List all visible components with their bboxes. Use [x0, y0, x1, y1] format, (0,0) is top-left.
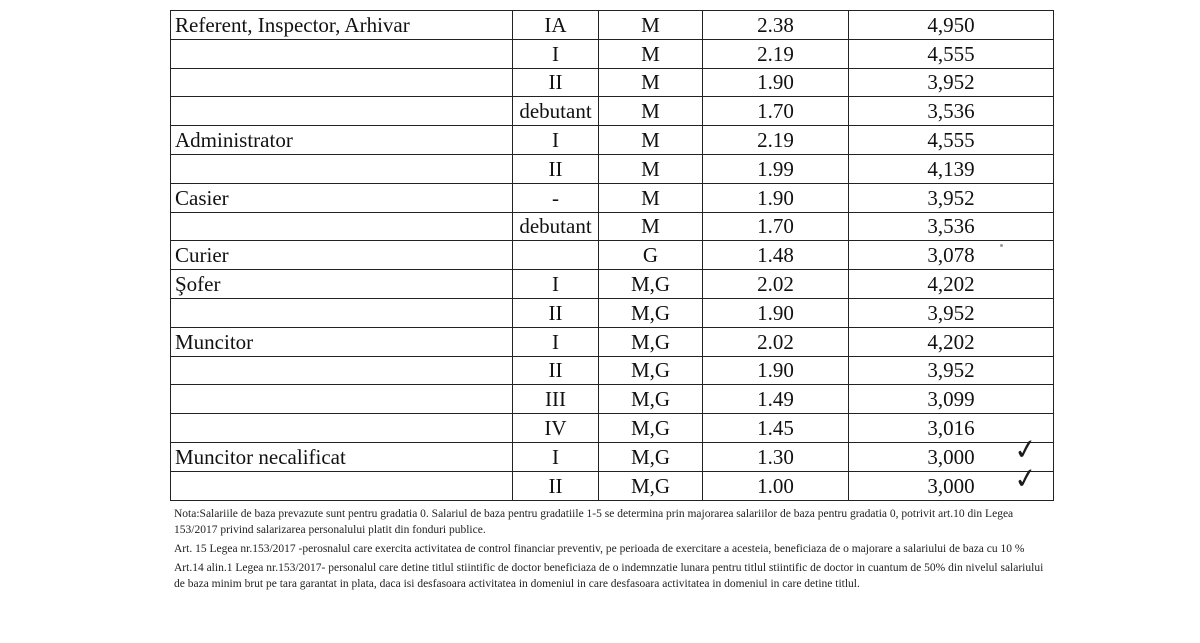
job-title-cell: [171, 241, 513, 270]
study-level-cell: [599, 442, 703, 471]
study-level-text: M: [641, 214, 660, 239]
table-row: [171, 385, 1054, 414]
base-salary-text: 3,000: [927, 473, 975, 498]
study-level-cell: [599, 68, 703, 97]
study-level-cell: [599, 126, 703, 155]
table-row: [171, 212, 1054, 241]
study-level-text: M: [641, 185, 660, 210]
grade-cell: [513, 68, 599, 97]
base-salary-cell: [849, 68, 1054, 97]
coefficient-text: 1.90: [757, 70, 794, 95]
table-row: [171, 11, 1054, 40]
table-row: [171, 442, 1054, 471]
study-level-text: G: [642, 243, 659, 268]
job-title-cell: [171, 356, 513, 385]
grade-cell: [513, 241, 599, 270]
coefficient-cell: [703, 241, 849, 270]
grade-cell: [513, 97, 599, 126]
coefficient-cell: [703, 414, 849, 443]
study-level-text: M,G: [630, 300, 671, 325]
coefficient-cell: [703, 11, 849, 40]
coefficient-cell: [703, 270, 849, 299]
base-salary-text: 3,952: [927, 70, 975, 95]
study-level-text: M,G: [630, 387, 671, 412]
base-salary-text: 3,952: [927, 358, 975, 383]
table-row: [171, 154, 1054, 183]
coefficient-cell: [703, 442, 849, 471]
coefficient-cell: [703, 183, 849, 212]
coefficient-cell: [703, 212, 849, 241]
coefficient-cell: [703, 356, 849, 385]
study-level-cell: [599, 327, 703, 356]
coefficient-cell: [703, 298, 849, 327]
grade-cell: [513, 356, 599, 385]
grade-cell: [513, 385, 599, 414]
study-level-text: M,G: [630, 473, 671, 498]
grade-cell: [513, 126, 599, 155]
coefficient-text: 1.48: [757, 243, 794, 268]
grade-cell: [513, 11, 599, 40]
job-title-cell: [171, 126, 513, 155]
coefficient-cell: [703, 385, 849, 414]
table-row: [171, 414, 1054, 443]
grade-cell: [513, 212, 599, 241]
base-salary-text: 4,555: [927, 41, 975, 66]
study-level-text: M,G: [630, 416, 671, 441]
grade-cell: [513, 154, 599, 183]
coefficient-text: 1.99: [757, 156, 794, 181]
grade-text: IV: [544, 416, 567, 441]
study-level-cell: [599, 212, 703, 241]
coefficient-cell: [703, 126, 849, 155]
grade-text: I: [552, 41, 559, 66]
coefficient-text: 1.90: [757, 358, 794, 383]
job-title-cell: [171, 414, 513, 443]
study-level-cell: [599, 241, 703, 270]
job-title-text: Administrator: [175, 128, 293, 153]
coefficient-text: 2.19: [757, 128, 794, 153]
base-salary-cell: [849, 327, 1054, 356]
note-gradatie: Nota:Salariile de baza prevazute sunt pentru gradatia 0. Salariul de baza pentru gradatiile 1-5 se determina prin majorarea salariilor de baza pentru gradatia 0, potrivit art.10 din Legea 153/2017 privind salarizarea personalului platit din fonduri publice.: [174, 508, 1014, 536]
coefficient-cell: [703, 68, 849, 97]
job-title-cell: [171, 298, 513, 327]
grade-text: -: [552, 185, 559, 210]
base-salary-text: 4,950: [927, 12, 975, 37]
job-title-cell: [171, 154, 513, 183]
job-title-cell: [171, 270, 513, 299]
study-level-text: M,G: [630, 329, 671, 354]
grade-cell: [513, 270, 599, 299]
handwritten-check-icon: ✓: [1011, 460, 1040, 497]
study-level-cell: [599, 39, 703, 68]
coefficient-cell: [703, 97, 849, 126]
base-salary-text: 3,000: [927, 444, 975, 469]
base-salary-cell: [849, 154, 1054, 183]
base-salary-cell: [849, 385, 1054, 414]
study-level-text: M: [641, 99, 660, 124]
job-title-text: Muncitor: [175, 329, 254, 354]
study-level-cell: [599, 298, 703, 327]
study-level-text: M: [641, 70, 660, 95]
table-row: [171, 39, 1054, 68]
note-art-14: Art.14 alin.1 Legea nr.153/2017- personalul care detine titlul stiintific de doctor beneficiaza de o indemnzatie lunara pentru titlul stiintific de doctor in cuantum de 50% din nivelul salariului de baza minim brut pe tara garantat in plata, daca isi desfasoara activitatea in domeniul in care desfasoara activitatea in domeniul in care detine titlul.: [174, 562, 1044, 590]
base-salary-text: 4,555: [927, 128, 975, 153]
grade-text: II: [548, 70, 563, 95]
grade-cell: [513, 471, 599, 500]
job-title-cell: [171, 442, 513, 471]
grade-cell: [513, 298, 599, 327]
study-level-text: M: [641, 156, 660, 181]
job-title-text: Casier: [175, 185, 229, 210]
coefficient-text: 1.90: [757, 185, 794, 210]
grade-text: I: [552, 444, 559, 469]
study-level-cell: [599, 471, 703, 500]
coefficient-text: 1.70: [757, 99, 794, 124]
handwritten-check-icon: ✓: [1011, 431, 1040, 468]
grade-text: III: [545, 387, 566, 412]
table-row: [171, 298, 1054, 327]
coefficient-text: 2.02: [757, 272, 794, 297]
base-salary-text: 3,016: [927, 416, 975, 441]
coefficient-cell: [703, 471, 849, 500]
grade-text: I: [552, 272, 559, 297]
job-title-text: Muncitor necalificat: [175, 444, 346, 469]
coefficient-text: 2.38: [757, 12, 794, 37]
table-row: [171, 327, 1054, 356]
base-salary-cell: [849, 241, 1054, 270]
job-title-cell: [171, 385, 513, 414]
base-salary-text: 3,078: [927, 243, 975, 268]
base-salary-cell: [849, 298, 1054, 327]
study-level-text: M,G: [630, 272, 671, 297]
grade-text: II: [548, 156, 563, 181]
coefficient-text: 1.30: [757, 444, 794, 469]
base-salary-cell: [849, 11, 1054, 40]
note-art-15: Art. 15 Legea nr.153/2017 -perosnalul care exercita activitatea de control financiar preventiv, pe perioada de exercitare a acesteia, beneficiaza de o majorare a salariului de baza cu 10 %: [174, 543, 1025, 555]
job-title-cell: [171, 39, 513, 68]
study-level-cell: [599, 154, 703, 183]
grade-text: II: [548, 358, 563, 383]
table-row: [171, 270, 1054, 299]
study-level-text: M: [641, 128, 660, 153]
base-salary-cell: [849, 183, 1054, 212]
coefficient-text: 1.90: [757, 300, 794, 325]
study-level-cell: [599, 11, 703, 40]
table-row: [171, 68, 1054, 97]
base-salary-cell: [849, 97, 1054, 126]
study-level-text: M,G: [630, 358, 671, 383]
job-title-cell: [171, 183, 513, 212]
table-row: [171, 471, 1054, 500]
base-salary-cell: [849, 126, 1054, 155]
coefficient-text: 2.19: [757, 41, 794, 66]
job-title-cell: [171, 11, 513, 40]
base-salary-text: 3,536: [927, 214, 975, 239]
study-level-cell: [599, 356, 703, 385]
salary-table-body: [171, 11, 1054, 501]
study-level-cell: [599, 414, 703, 443]
coefficient-text: 1.00: [757, 473, 794, 498]
coefficient-cell: [703, 327, 849, 356]
footnotes: [174, 506, 1054, 595]
base-salary-cell: [849, 39, 1054, 68]
job-title-text: Referent, Inspector, Arhivar: [175, 12, 410, 37]
grade-cell: [513, 183, 599, 212]
job-title-text: Şofer: [175, 272, 221, 297]
salary-table: [170, 10, 1054, 501]
grade-cell: [513, 39, 599, 68]
job-title-cell: [171, 68, 513, 97]
base-salary-text: 4,202: [927, 329, 975, 354]
grade-cell: [513, 442, 599, 471]
table-row: [171, 126, 1054, 155]
base-salary-cell: [849, 356, 1054, 385]
coefficient-cell: [703, 39, 849, 68]
job-title-cell: [171, 212, 513, 241]
base-salary-text: 3,952: [927, 185, 975, 210]
table-row: [171, 183, 1054, 212]
base-salary-text: 3,099: [927, 387, 975, 412]
job-title-cell: [171, 471, 513, 500]
grade-cell: [513, 327, 599, 356]
coefficient-text: 1.49: [757, 387, 794, 412]
base-salary-cell: [849, 212, 1054, 241]
coefficient-cell: [703, 154, 849, 183]
scan-speck: [1000, 244, 1003, 247]
study-level-text: M: [641, 41, 660, 66]
study-level-cell: [599, 183, 703, 212]
grade-text: debutant: [519, 99, 592, 124]
grade-cell: [513, 414, 599, 443]
base-salary-cell: [849, 270, 1054, 299]
study-level-cell: [599, 270, 703, 299]
base-salary-text: 3,952: [927, 300, 975, 325]
grade-text: II: [548, 300, 563, 325]
study-level-text: M: [641, 12, 660, 37]
table-row: [171, 241, 1054, 270]
grade-text: II: [548, 473, 563, 498]
base-salary-text: 3,536: [927, 99, 975, 124]
base-salary-text: 4,139: [927, 156, 975, 181]
study-level-cell: [599, 385, 703, 414]
coefficient-text: 1.70: [757, 214, 794, 239]
table-row: [171, 97, 1054, 126]
job-title-text: Curier: [175, 243, 229, 268]
coefficient-text: 2.02: [757, 329, 794, 354]
study-level-cell: [599, 97, 703, 126]
grade-text: I: [552, 329, 559, 354]
base-salary-text: 4,202: [927, 272, 975, 297]
grade-text: debutant: [519, 214, 592, 239]
study-level-text: M,G: [630, 444, 671, 469]
base-salary-cell: [849, 460, 1054, 500]
table-row: [171, 356, 1054, 385]
grade-text: IA: [544, 12, 567, 37]
job-title-cell: [171, 327, 513, 356]
grade-text: I: [552, 128, 559, 153]
job-title-cell: [171, 97, 513, 126]
coefficient-text: 1.45: [757, 416, 794, 441]
